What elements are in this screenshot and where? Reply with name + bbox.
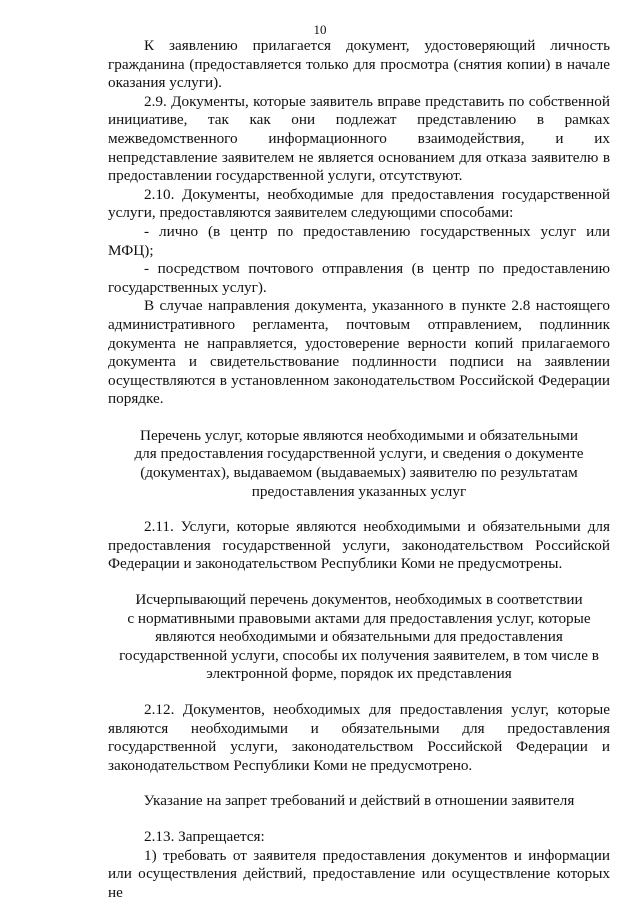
heading-line: государственной услуги, способы их получения заявителем, в том числе в <box>119 646 599 664</box>
heading-line: с нормативными правовыми актами для предоставления услуг, которые <box>127 609 591 627</box>
heading-line: для предоставления государственной услуги, и сведения о документе <box>134 445 584 463</box>
heading-line: предоставления указанных услуг <box>251 482 467 500</box>
paragraph-2-9-line-1: 2.9. Документы, которые заявитель вправе представить по собственной <box>144 92 610 110</box>
section-heading-services-list <box>108 427 610 501</box>
list-item-in-person: - лично (в центр по предоставлению государственных услуг или МФЦ); <box>108 222 610 259</box>
paragraph-2-13: 2.13. Запрещается: <box>144 827 265 845</box>
paragraph-2-9-line-2: инициативе, так как они подлежат представлению в рамках <box>108 111 610 129</box>
paragraph-id-document: К заявлению прилагается документ, удостоверяющий личность гражданина (предоставляется только для просмотра (снятия копии) в начале оказания услуги). <box>108 37 610 92</box>
heading-line: (документах), выдаваемом (выдаваемых) заявителю по результатам <box>140 464 578 482</box>
paragraph-mail-submission: В случае направления документа, указанного в пункте 2.8 настоящего административного регламента, почтовым отправлением, подлинник документа не направляется, удостоверение верности копий прилагаемого документа и свидетельствование подлинности подписи на заявлении осуществляются в установленном законодательством Российской Федерации порядке. <box>108 297 610 408</box>
paragraph-2-11: 2.11. Услуги, которые являются необходимыми и обязательными для предоставления государственной услуги, законодательством Российской Федерации и законодательством Республики Коми не предусмотрены. <box>108 518 610 573</box>
heading-line: Перечень услуг, которые являются необходимыми и обязательными <box>139 426 579 444</box>
paragraph-2-9 <box>108 93 610 186</box>
list-item-by-mail: - посредством почтового отправления (в центр по предоставлению государственных услуг). <box>108 260 610 296</box>
paragraph-2-9-line-3: межведомственного информационного взаимодействия, и их <box>108 129 610 147</box>
page-number: 10 <box>313 22 327 37</box>
list-item-prohibition-1: 1) требовать от заявителя предоставления документов и информации или осуществления действий, предоставление или осуществление которых не <box>108 846 610 901</box>
section-heading-prohibitions: Указание на запрет требований и действий в отношении заявителя <box>143 792 575 810</box>
heading-line: Исчерпывающий перечень документов, необходимых в соответствии <box>135 591 583 609</box>
document-body <box>108 37 610 902</box>
paragraph-2-9-rest: непредставление заявителем не является основанием для отказа заявителю в предоставлении государственной услуги, отсутствуют. <box>108 148 610 185</box>
section-heading-documents-list <box>108 591 610 684</box>
paragraph-2-12: 2.12. Документов, необходимых для предоставления услуг, которые являются необходимыми и обязательными для предоставления государственной услуги, законодательством Российской Федерации и законодательством Республики Коми не предусмотрено. <box>108 701 610 774</box>
heading-line: являются необходимыми и обязательными для предоставления <box>155 628 563 646</box>
paragraph-2-10: 2.10. Документы, необходимые для предоставления государственной услуги, предоставляются заявителем следующими способами: <box>108 185 610 222</box>
heading-line: электронной форме, порядок их представления <box>206 665 512 683</box>
